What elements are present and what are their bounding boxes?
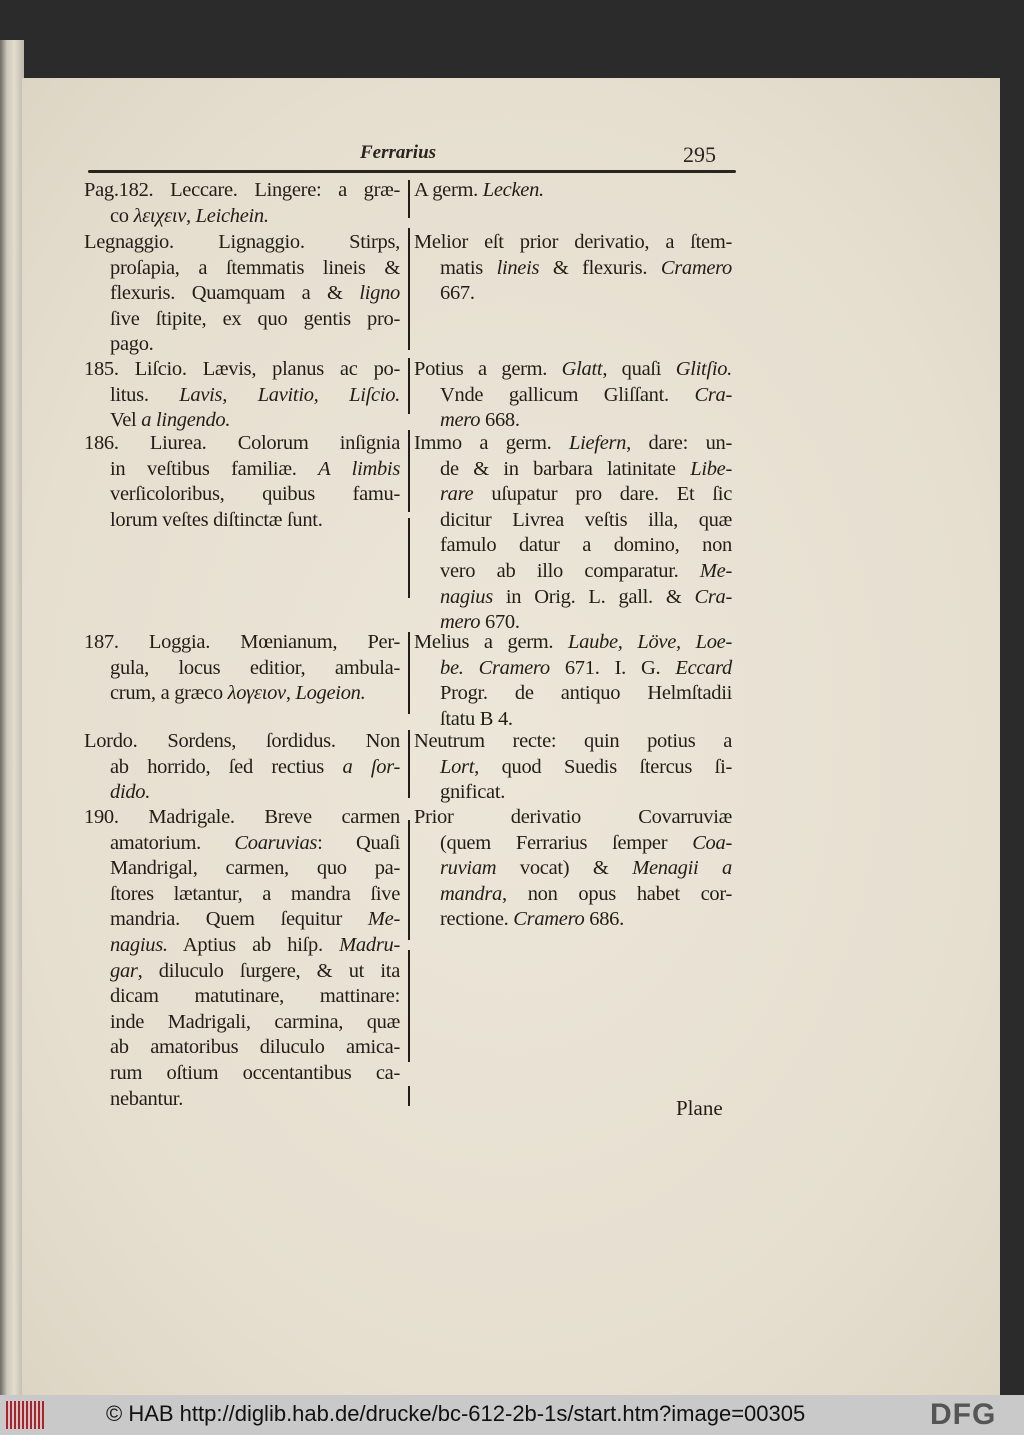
text-line <box>414 281 732 307</box>
italic-text: be. Cramero <box>440 656 550 679</box>
text: Legnaggio. Lignaggio. Stirps, <box>84 231 400 253</box>
italic-text: a lingendo. <box>141 409 231 432</box>
italic-text: nagius <box>440 585 493 608</box>
text-line <box>414 559 732 585</box>
text: 670. <box>480 611 520 634</box>
text-line <box>84 805 400 831</box>
text-line <box>414 755 732 781</box>
text-line <box>414 882 732 908</box>
text-line <box>414 508 732 534</box>
italic-text: Glitſio. <box>675 358 732 380</box>
text: flexuris. Quamquam a & <box>110 282 360 305</box>
text-line <box>414 256 732 282</box>
text-line <box>414 805 732 831</box>
text-line <box>84 431 400 457</box>
italic-text: mero <box>440 409 481 432</box>
text: 186. Liurea. Colorum inſignia <box>84 432 400 454</box>
text: , quaſi <box>602 358 676 380</box>
text: Neutrum recte: quin potius a <box>414 730 732 752</box>
italic-text: A limbis <box>318 457 400 480</box>
text: lorum veſtes diſtinctæ ſunt. <box>110 508 323 531</box>
text-line <box>84 882 400 908</box>
text-line <box>84 1035 400 1061</box>
text: 668. <box>480 409 520 432</box>
text: Progr. de antiquo Helmſtadii <box>440 682 732 705</box>
text-line <box>84 408 400 434</box>
right-entry <box>414 357 732 434</box>
italic-text: gar <box>110 959 138 982</box>
left-entry <box>84 431 400 533</box>
header-rule <box>88 170 736 173</box>
text: rectione. <box>440 908 514 931</box>
text-line <box>84 959 400 985</box>
text: ſtatu B 4. <box>440 707 513 730</box>
text-line <box>84 178 400 204</box>
text-line <box>414 907 732 933</box>
text: , diluculo ſurgere, & ut ita <box>137 959 400 982</box>
italic-text: Me- <box>367 908 400 931</box>
italic-text: Madru- <box>339 933 400 956</box>
italic-text: rare <box>440 483 474 506</box>
text-line <box>84 656 400 682</box>
text: famulo datur a domino, non <box>440 534 732 557</box>
text-line <box>84 482 400 508</box>
text: 185. Liſcio. Lævis, planus ac po- <box>84 358 400 380</box>
italic-text: Laube, Löve, Loe- <box>568 631 733 653</box>
text: , non opus habet cor- <box>501 882 732 905</box>
text: Melior eſt prior derivatio, a ſtem- <box>414 231 732 253</box>
book-page-edges <box>0 40 24 1395</box>
italic-text: ligno <box>359 282 400 305</box>
text: , quod Suedis ſtercus ſi- <box>474 755 732 778</box>
text: Lordo. Sordens, ſordidus. Non <box>84 730 400 752</box>
text-line <box>414 681 732 707</box>
column-divider <box>408 820 410 940</box>
text-line <box>414 856 732 882</box>
italic-text: λειχειν, Leichein. <box>133 204 269 227</box>
text-line <box>414 457 732 483</box>
text-line <box>414 482 732 508</box>
text: in Orig. L. gall. & <box>492 585 695 608</box>
italic-text: Menagii a <box>632 857 732 880</box>
right-entry <box>414 431 732 636</box>
text: de & in barbara latinitate <box>440 457 691 480</box>
text-line <box>84 230 400 256</box>
text: proſapia, a ſtemmatis lineis & <box>110 256 400 279</box>
text: 686. <box>584 908 624 931</box>
italic-text: λογειον, Logeion. <box>227 682 366 705</box>
text-line <box>414 533 732 559</box>
text: Vel <box>110 409 142 432</box>
text: mandria. Quem ſequitur <box>110 908 368 931</box>
text: matis <box>440 256 497 279</box>
italic-text: mandra <box>440 882 502 905</box>
text: vocat) & <box>496 857 633 880</box>
text: ab amatoribus diluculo amica- <box>110 1036 400 1059</box>
text-line <box>84 729 400 755</box>
italic-text: Coaruvias <box>234 831 318 854</box>
italic-text: Lavis, Lavitio, Liſcio. <box>179 383 401 406</box>
text-line <box>414 357 732 383</box>
text: , dare: un- <box>626 432 732 454</box>
italic-text: Liefern <box>569 432 627 454</box>
text-line <box>84 755 400 781</box>
text: pago. <box>110 333 154 356</box>
text-line <box>84 383 400 409</box>
text: verſicoloribus, quibus famu- <box>110 483 400 506</box>
italic-text: lineis <box>496 256 540 279</box>
right-entry <box>414 230 732 307</box>
text: Prior derivatio Covarruviæ <box>414 806 732 828</box>
text-line <box>414 178 732 204</box>
text-line <box>84 933 400 959</box>
text: crum, a græco <box>110 682 228 705</box>
text-line <box>84 332 400 358</box>
text-line <box>414 831 732 857</box>
text: co <box>110 204 134 227</box>
text: ab horrido, ſed rectius <box>110 755 343 778</box>
left-entry <box>84 805 400 1112</box>
italic-text: Libe- <box>690 457 732 480</box>
text-line <box>414 230 732 256</box>
text-line <box>84 856 400 882</box>
text: & flexuris. <box>539 256 661 279</box>
text: Mandrigal, carmen, quo pa- <box>110 857 400 880</box>
left-entry <box>84 230 400 358</box>
text-line <box>414 729 732 755</box>
column-divider <box>408 1086 410 1106</box>
text: Pag.182. Leccare. Lingere: a græ- <box>84 179 400 201</box>
text-line <box>414 585 732 611</box>
left-entry <box>84 729 400 806</box>
text-line <box>414 408 732 434</box>
italic-text: Me- <box>699 559 732 582</box>
text: Potius a germ. <box>414 358 562 380</box>
right-entry <box>414 729 732 806</box>
italic-text: Cra- <box>694 585 732 608</box>
text-line <box>414 431 732 457</box>
text-line <box>84 831 400 857</box>
right-entry <box>414 805 732 933</box>
running-title: Ferrarius <box>360 142 437 163</box>
italic-text: ruviam <box>440 857 497 880</box>
italic-text: mero <box>440 611 481 634</box>
text: gula, locus editior, ambula- <box>110 656 400 679</box>
text: dicitur Livrea veſtis illa, quæ <box>440 508 732 531</box>
text-line <box>84 1010 400 1036</box>
left-entry <box>84 178 400 229</box>
text: Vnde gallicum Gliſſant. <box>440 383 695 406</box>
text: rum oſtium occentantibus ca- <box>110 1061 400 1084</box>
text: ſtores lætantur, a mandra ſive <box>110 882 400 905</box>
text: 190. Madrigale. Breve carmen <box>84 806 400 828</box>
footer-bar <box>0 1395 1024 1435</box>
page-number: 295 <box>683 142 716 167</box>
italic-text: Lort <box>440 755 475 778</box>
text: Aptius ab hiſp. <box>167 933 340 956</box>
text: 667. <box>440 282 475 305</box>
right-entry <box>414 630 732 732</box>
italic-text: dido. <box>110 781 151 804</box>
italic-text: nagius. <box>110 933 168 956</box>
text: in veſtibus familiæ. <box>110 457 319 480</box>
left-entry <box>84 630 400 707</box>
text-line <box>84 357 400 383</box>
text: vero ab illo comparatur. <box>440 559 700 582</box>
text: dicam matutinare, mattinare: <box>110 985 400 1008</box>
text: ſive ſtipite, ex quo gentis pro- <box>110 307 400 330</box>
text-line <box>84 457 400 483</box>
text-line <box>84 508 400 534</box>
hab-logo-icon <box>6 1401 46 1429</box>
text-line <box>414 630 732 656</box>
text: uſupatur pro dare. Et ſic <box>473 483 732 506</box>
text: 187. Loggia. Mœnianum, Per- <box>84 631 400 653</box>
text-line <box>84 281 400 307</box>
italic-text: Lecken. <box>482 179 544 201</box>
left-entry <box>84 357 400 434</box>
text-line <box>414 780 732 806</box>
column-divider <box>408 228 410 350</box>
text: 671. I. G. <box>549 656 676 679</box>
text: Melius a germ. <box>414 631 569 653</box>
column-divider <box>408 518 410 598</box>
text-line <box>84 907 400 933</box>
text-line <box>84 681 400 707</box>
italic-text: Coa- <box>692 831 732 854</box>
text-line <box>84 1087 400 1113</box>
text: (quem Ferrarius ſemper <box>440 831 693 854</box>
text: amatorium. <box>110 831 235 854</box>
italic-text: Cramero <box>660 256 732 279</box>
text-line <box>84 204 400 230</box>
column-divider <box>408 180 410 218</box>
italic-text: a ſor- <box>342 755 401 778</box>
text: nebantur. <box>110 1087 184 1110</box>
column-divider <box>408 632 410 714</box>
text-line <box>84 307 400 333</box>
text: gnificat. <box>440 781 506 804</box>
text: litus. <box>110 383 180 406</box>
dfg-logo: DFG <box>930 1398 997 1431</box>
text: Immo a germ. <box>414 432 570 454</box>
text-line <box>84 1061 400 1087</box>
text-line <box>84 630 400 656</box>
italic-text: Glatt <box>561 358 603 380</box>
right-entry <box>414 178 732 204</box>
text: : Quaſi <box>317 831 400 854</box>
copyright-link[interactable]: © HAB http://diglib.hab.de/drucke/bc-612-2b-1s/start.htm?image=00305 <box>106 1401 806 1426</box>
column-divider <box>408 430 410 512</box>
column-divider <box>408 358 410 414</box>
text-line <box>414 656 732 682</box>
italic-text: Cramero <box>513 908 585 931</box>
italic-text: Cra- <box>694 383 732 406</box>
text-line <box>84 780 400 806</box>
text-line <box>84 256 400 282</box>
column-divider <box>408 950 410 1062</box>
catchword: Plane <box>676 1096 723 1120</box>
column-divider <box>408 730 410 798</box>
text-line <box>414 383 732 409</box>
text: inde Madrigali, carmina, quæ <box>110 1010 400 1033</box>
text: A germ. <box>414 179 483 201</box>
italic-text: Eccard <box>675 656 732 679</box>
text-line <box>84 984 400 1010</box>
